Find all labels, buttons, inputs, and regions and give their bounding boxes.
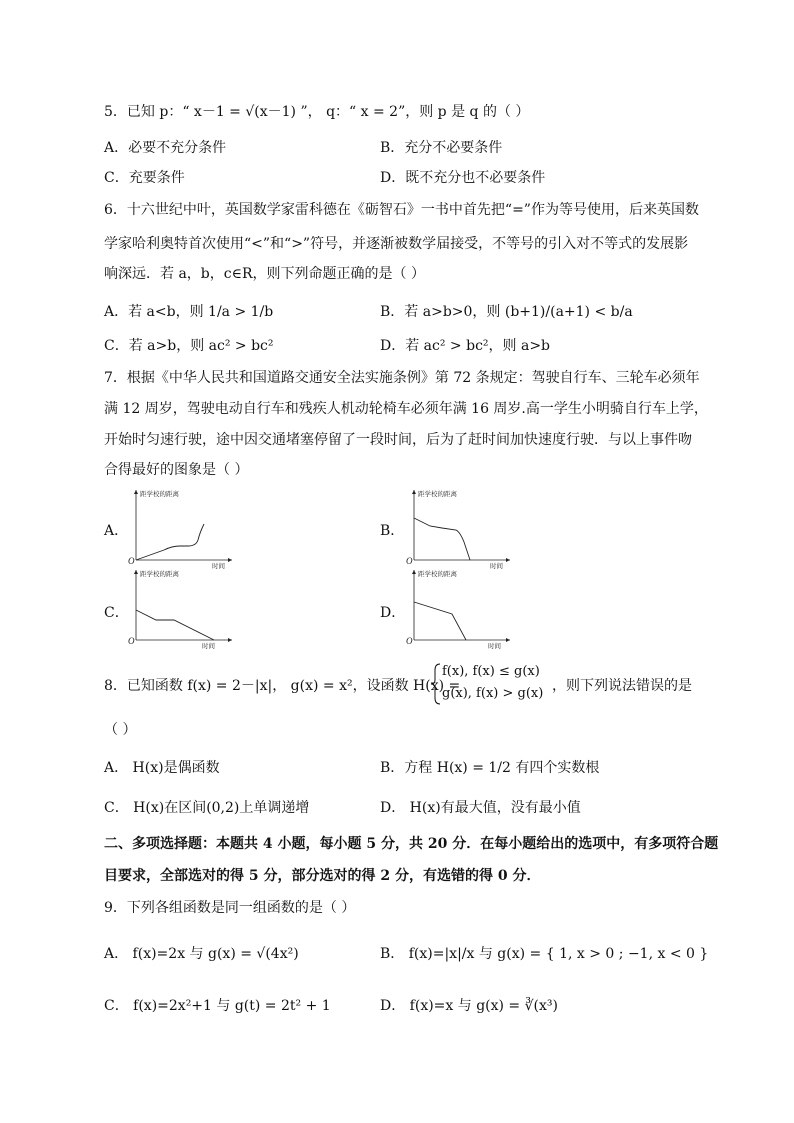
q7-stem-line-4: 合得最好的图象是（ ） <box>104 462 249 478</box>
q6-option-a: A．若 a<b，则 1/a > 1/b <box>104 304 274 320</box>
q8-option-d: D． H(x)有最大值，没有最小值 <box>380 800 581 816</box>
q8-case-1: f(x), f(x) ≤ g(x) <box>442 664 540 679</box>
q8-stem-part-1: 8．已知函数 f(x) = 2－|x|， g(x) = x²，设函数 H(x) = <box>104 678 461 694</box>
q7-stem-line-3: 开始时匀速行驶，途中因交通堵塞停留了一段时间，后为了赶时间加快速度行驶．与以上事件吻 <box>104 432 692 448</box>
q5-option-c: C．充要条件 <box>104 170 185 186</box>
graph-a-x-label: 时间 <box>212 562 225 570</box>
graph-a-origin: O <box>128 556 135 566</box>
q8-stem-part-2: ，则下列说法错误的是 <box>552 678 692 694</box>
q9-option-c: C． f(x)=2x²+1 与 g(t) = 2t² + 1 <box>104 998 331 1014</box>
q8-option-a: A． H(x)是偶函数 <box>104 760 220 776</box>
q8-case-2: g(x), f(x) > g(x) <box>442 686 544 701</box>
q6-stem-line-1: 6．十六世纪中叶，英国数学家雷科德在《砺智石》一书中首先把“=”作为等号使用，后来英国数 <box>104 202 699 218</box>
q9-option-d: D． f(x)=x 与 g(x) = ∛(x³) <box>380 998 558 1014</box>
q6-option-b: B．若 a>b>0，则 (b+1)/(a+1) < b/a <box>380 304 633 320</box>
graph-d-y-label: 距学校的距离 <box>418 570 457 578</box>
graph-a-y-label: 距学校的距离 <box>140 490 179 498</box>
section2-line-2: 目要求，全部选对的得 5 分，部分选对的得 2 分，有选错的得 0 分． <box>104 868 541 884</box>
q8-option-c: C． H(x)在区间(0,2)上单调递增 <box>104 800 310 816</box>
graph-b-origin: O <box>406 556 413 566</box>
graph-a-label: A． <box>104 523 129 539</box>
q7-stem-line-1: 7．根据《中华人民共和国道路交通安全法实施条例》第 72 条规定：驾驶自行车、三轮车必须年 <box>104 370 700 386</box>
q7-stem-line-2: 满 12 周岁，驾驶电动自行车和残疾人机动轮椅车必须年满 16 周岁.高一学生小明骑自行车上学， <box>104 401 708 417</box>
graph-d-label: D． <box>380 605 406 621</box>
graph-a <box>124 488 234 576</box>
q8-paren: （ ） <box>104 722 137 738</box>
graph-c-y-label: 距学校的距离 <box>140 570 179 578</box>
graph-c-origin: O <box>128 636 135 646</box>
q9-stem: 9．下列各组函数是同一组函数的是（ ） <box>104 900 356 916</box>
graph-b-y-label: 距学校的距离 <box>418 490 457 498</box>
graph-d <box>402 568 512 656</box>
q9-option-b: B． f(x)=|x|/x 与 g(x) = { 1, x > 0 ; −1, x < 0 } <box>380 946 709 962</box>
q5-option-b: B．充分不必要条件 <box>380 140 503 156</box>
q9-option-a: A． f(x)=2x 与 g(x) = √(4x²) <box>104 946 299 962</box>
q5-stem: 5．已知 p：“ x－1 = √(x－1) ”， q：“ x = 2”，则 p 是 q 的（ ） <box>104 104 530 120</box>
q6-option-c: C．若 a>b，则 ac² > bc² <box>104 338 274 354</box>
q5-option-d: D．既不充分也不必要条件 <box>380 170 546 186</box>
graph-b-label: B． <box>380 523 405 539</box>
graph-d-x-label: 时间 <box>488 642 501 650</box>
graph-b-x-label: 时间 <box>490 562 503 570</box>
q8-option-b: B．方程 H(x) = 1/2 有四个实数根 <box>380 760 600 776</box>
graph-c <box>124 568 234 656</box>
q6-stem-line-2: 学家哈利奥特首次使用“<”和“>”符号，并逐渐被数学届接受，不等号的引入对不等式的发展影 <box>104 236 689 252</box>
q6-option-d: D．若 ac² > bc²，则 a>b <box>380 338 551 354</box>
section2-line-1: 二、多项选择题：本题共 4 小题，每小题 5 分，共 20 分．在每小题给出的选项中，有多项符合题 <box>104 836 719 852</box>
graph-c-x-label: 时间 <box>202 642 215 650</box>
q5-option-a: A．必要不充分条件 <box>104 140 227 156</box>
q8-brace <box>430 662 442 710</box>
graph-c-label: C． <box>104 605 129 621</box>
graph-d-origin: O <box>406 636 413 646</box>
q6-stem-line-3: 响深远．若 a，b，c∈R，则下列命题正确的是（ ） <box>104 266 425 282</box>
graph-b <box>402 488 512 576</box>
